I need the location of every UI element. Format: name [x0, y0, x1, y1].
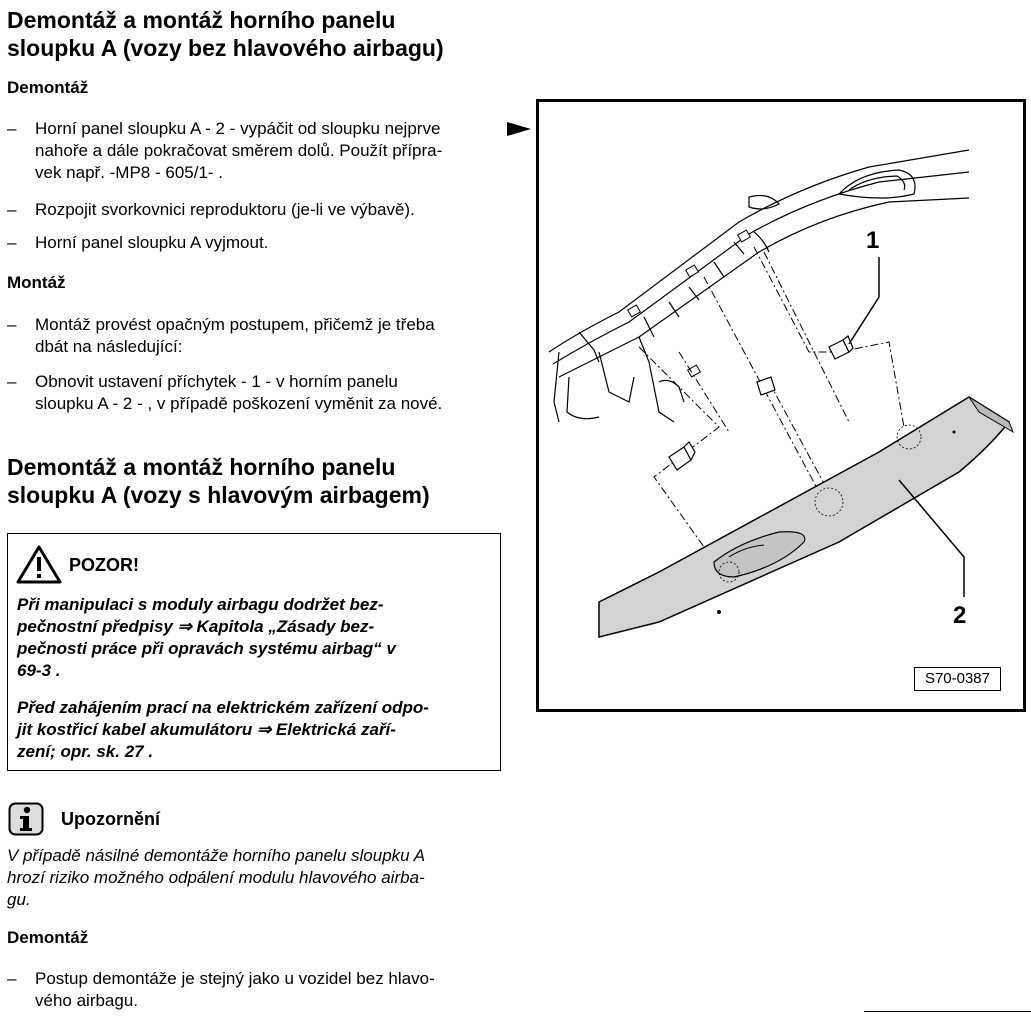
section2-title	[7, 453, 527, 509]
warning-triangle-icon	[16, 544, 62, 584]
line: dbát na následující:	[35, 337, 183, 356]
figure-code: S70-0387	[914, 667, 1001, 691]
dash: –	[7, 119, 17, 138]
note-label: Upozornění	[61, 809, 160, 829]
list-item	[7, 199, 502, 221]
title-line: Demontáž a montáž horního panelu	[7, 454, 396, 480]
line: Při manipulaci s moduly airbagu dodržet bez-	[17, 595, 384, 614]
warning-label: POZOR!	[69, 555, 139, 575]
list-item	[7, 314, 502, 358]
demontaz-heading: Demontáž	[7, 78, 89, 97]
title-line: sloupku A (vozy s hlavovým airbagem)	[7, 482, 430, 508]
line: Horní panel sloupku A - 2 - vypáčit od sloupku nejprve	[35, 119, 441, 138]
pointer-arrow-icon	[507, 121, 531, 137]
line: 69-3 .	[17, 661, 61, 680]
dash: –	[7, 315, 17, 334]
line: Postup demontáže je stejný jako u vozidel bez hlavo-	[35, 969, 435, 988]
line: Obnovit ustavení příchytek - 1 - v horním panelu	[35, 372, 398, 391]
title-line: Demontáž a montáž horního panelu	[7, 7, 396, 33]
line: pečnosti práce při opravách systému airbag“ v	[17, 639, 396, 658]
dash: –	[7, 969, 17, 988]
list-item	[7, 118, 502, 184]
line: Horní panel sloupku A vyjmout.	[35, 233, 269, 252]
list-item	[7, 232, 502, 254]
callout-1: 1	[866, 227, 880, 254]
line: vek např. -MP8 - 605/1- .	[35, 163, 224, 182]
line: hrozí riziko možného odpálení modulu hlavového airba-	[7, 868, 425, 887]
page-divider	[864, 1011, 1031, 1012]
line: sloupku A - 2 - , v případě poškození vyměnit za nové.	[35, 394, 443, 413]
a-pillar-panel-drawing	[539, 102, 1023, 709]
dash: –	[7, 372, 17, 391]
dash: –	[7, 200, 17, 219]
note-text	[7, 845, 502, 911]
figure-frame	[536, 99, 1026, 712]
dash: –	[7, 233, 17, 252]
line: nahoře a dále pokračovat směrem dolů. Použít přípra-	[35, 141, 443, 160]
line: Před zahájením prací na elektrickém zařízení odpo-	[17, 698, 429, 717]
warning-paragraph-2	[17, 697, 497, 763]
line: jit kostřicí kabel akumulátoru ⇒ Elektrická zaří-	[17, 720, 396, 739]
line: Montáž provést opačným postupem, přičemž je třeba	[35, 315, 435, 334]
line: Rozpojit svorkovnici reproduktoru (je-li ve výbavě).	[35, 200, 415, 219]
list-item	[7, 968, 502, 1012]
montaz-heading: Montáž	[7, 273, 66, 292]
line: gu.	[7, 890, 31, 909]
title-line: sloupku A (vozy bez hlavového airbagu)	[7, 35, 444, 61]
line: V případě násilné demontáže horního panelu sloupku A	[7, 846, 426, 865]
warning-paragraph-1	[17, 594, 497, 682]
line: zení; opr. sk. 27 .	[17, 742, 154, 761]
list-item	[7, 371, 502, 415]
line: vého airbagu.	[35, 991, 139, 1010]
line: pečnostní předpisy ⇒ Kapitola „Zásady bez-	[17, 617, 375, 636]
demontaz-heading-2: Demontáž	[7, 928, 89, 947]
warning-box	[7, 533, 501, 771]
info-icon	[8, 802, 44, 836]
section1-title	[7, 6, 527, 62]
callout-2: 2	[953, 602, 967, 629]
